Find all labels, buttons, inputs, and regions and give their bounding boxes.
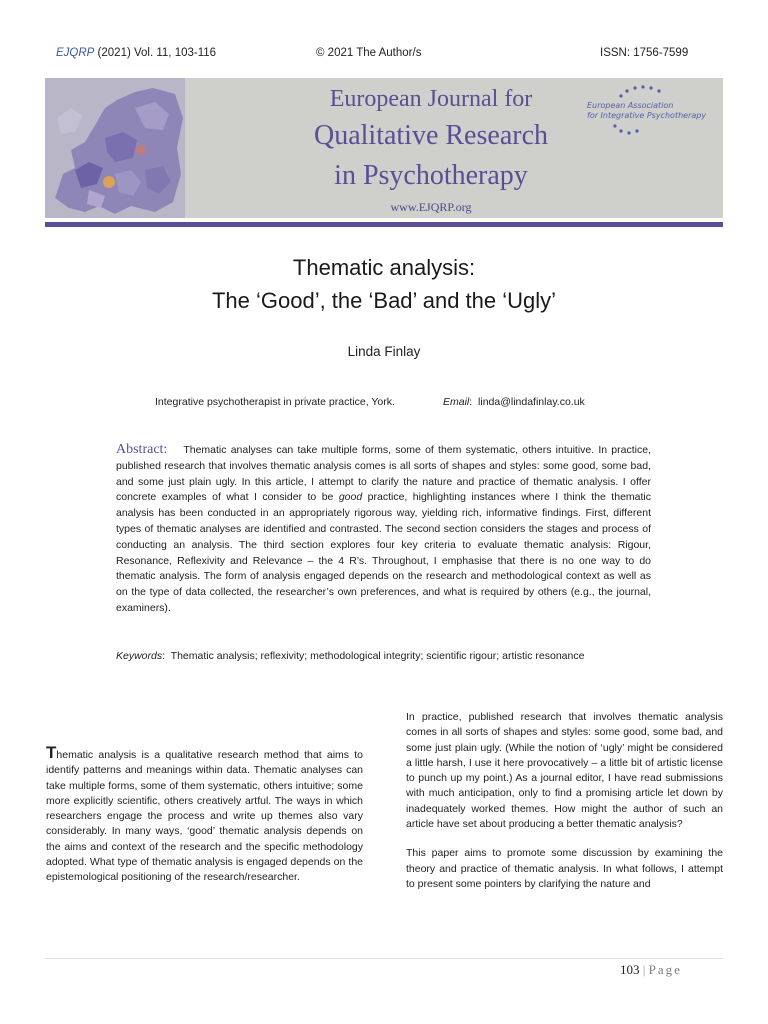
association-logo xyxy=(585,78,723,158)
association-name-line1: European Association xyxy=(587,101,674,110)
abstract xyxy=(116,442,651,617)
email-label: Email xyxy=(443,396,470,408)
journal-name-line1: European Journal for xyxy=(329,86,533,112)
footer-rule xyxy=(45,958,723,959)
body-paragraph-2: This paper aims to promote some discussion by examining the theory and practice of thematic analysis. In what follows, I attempt to present some pointers by clarifying the nature and xyxy=(406,847,723,890)
article-title-line2: The ‘Good’, the ‘Bad’ and the ‘Ugly’ xyxy=(211,288,557,313)
citation-text: (2021) Vol. 11, 103-116 xyxy=(97,47,217,59)
drop-cap: T xyxy=(46,743,57,762)
page-separator: | xyxy=(642,962,646,977)
article-title-line1: Thematic analysis: xyxy=(292,255,476,280)
running-header-copyright: © 2021 The Author/s xyxy=(316,47,422,59)
journal-masthead xyxy=(185,78,605,218)
association-name-line2: for Integrative Psychotherapy xyxy=(587,111,707,120)
author-affiliation: Integrative psychotherapist in private practice, York. xyxy=(155,396,395,408)
body-column-left xyxy=(46,743,363,900)
running-header-issn: ISSN: 1756-7599 xyxy=(600,47,689,59)
body-paragraph xyxy=(46,743,363,886)
keywords-label: Keywords xyxy=(116,650,163,662)
email-address[interactable]: linda@lindafinlay.co.uk xyxy=(478,396,585,408)
page-footer xyxy=(620,962,682,978)
body-column-right xyxy=(406,710,723,906)
abstract-label: Abstract: xyxy=(116,442,168,457)
page-number: 103 xyxy=(620,962,640,977)
keywords-text: Thematic analysis; reflexivity; methodological integrity; scientific rigour; artistic resonance xyxy=(170,650,585,662)
author-name: Linda Finlay xyxy=(347,344,421,359)
journal-name-line2: Qualitative Research xyxy=(313,120,548,151)
abstract-emphasis: good xyxy=(338,491,363,504)
europe-map-image xyxy=(45,78,185,218)
running-header-citation xyxy=(56,47,216,59)
body-paragraph-1: In practice, published research that involves thematic analysis comes in all sorts of shapes and styles: some good, some bad, and some just plain ugly. (While the notion of ‘ugly’ might be considered a little harsh, I use it here provocatively – a little bit of artistic license to punch up my point.) As a journal editor, I have read submissions with much anticipation, only to find a promising article let down by inadequately worked themes. How might the author of such an article have set about producing a better thematic analysis? xyxy=(406,711,723,831)
keywords: Keywords: Thematic analysis; reflexivity; methodological integrity; scientific rigour; artistic resonance xyxy=(116,650,585,662)
banner-divider xyxy=(45,222,723,227)
journal-url[interactable]: www.EJQRP.org xyxy=(390,200,472,214)
journal-abbreviation: EJQRP xyxy=(56,47,95,59)
body-paragraph-text: hematic analysis is a qualitative research method that aims to identify patterns and meanings within data. Thematic analyses can take multiple forms, some of them systematic, others intuitive; some more explicitly scientific, others creatively artful. The ways in which researchers engage the process and write up themes also vary considerably. In many ways, ‘good’ thematic analysis depends on the aims and context of the research and the specific methodology adopted. What type of thematic analysis is engaged depends on the epistemological positioning of the research/researcher. xyxy=(46,749,363,884)
author-email: Email: linda@lindafinlay.co.uk xyxy=(443,396,585,408)
journal-name-line3: in Psychotherapy xyxy=(334,160,528,191)
page-label: Page xyxy=(648,962,682,977)
journal-banner xyxy=(45,78,723,218)
abstract-text-part1: Thematic analyses can take multiple forms, some of them systematic, others intuitive. In practice, published research that involves thematic analysis comes is all sorts of shapes and styles: some good, some bad, and some just plain ugly. In this article, I attempt to clarify the nature and practice of thematic analysis. I offer concrete examples of what I consider to be xyxy=(116,444,651,504)
abstract-text-part2: practice, highlighting instances where I think the thematic analysis has been conducted in an appropriately rigorous way, yielding rich, informative findings. First, different types of thematic analyses are identified and contrasted. The second section considers the stages and process of conducting an analysis. The third section explores four key criteria to evaluate thematic analysis: Rigour, Resonance, Reflexivity and Relevance – the 4 R’s. Throughout, I emphasise that there is no one way to do thematic analysis. The form of analysis engaged depends on the research and methodological context as well as on the type of data collected, the researcher’s own preferences, and what is required by others (e.g., the journal, examiners). xyxy=(116,491,651,614)
